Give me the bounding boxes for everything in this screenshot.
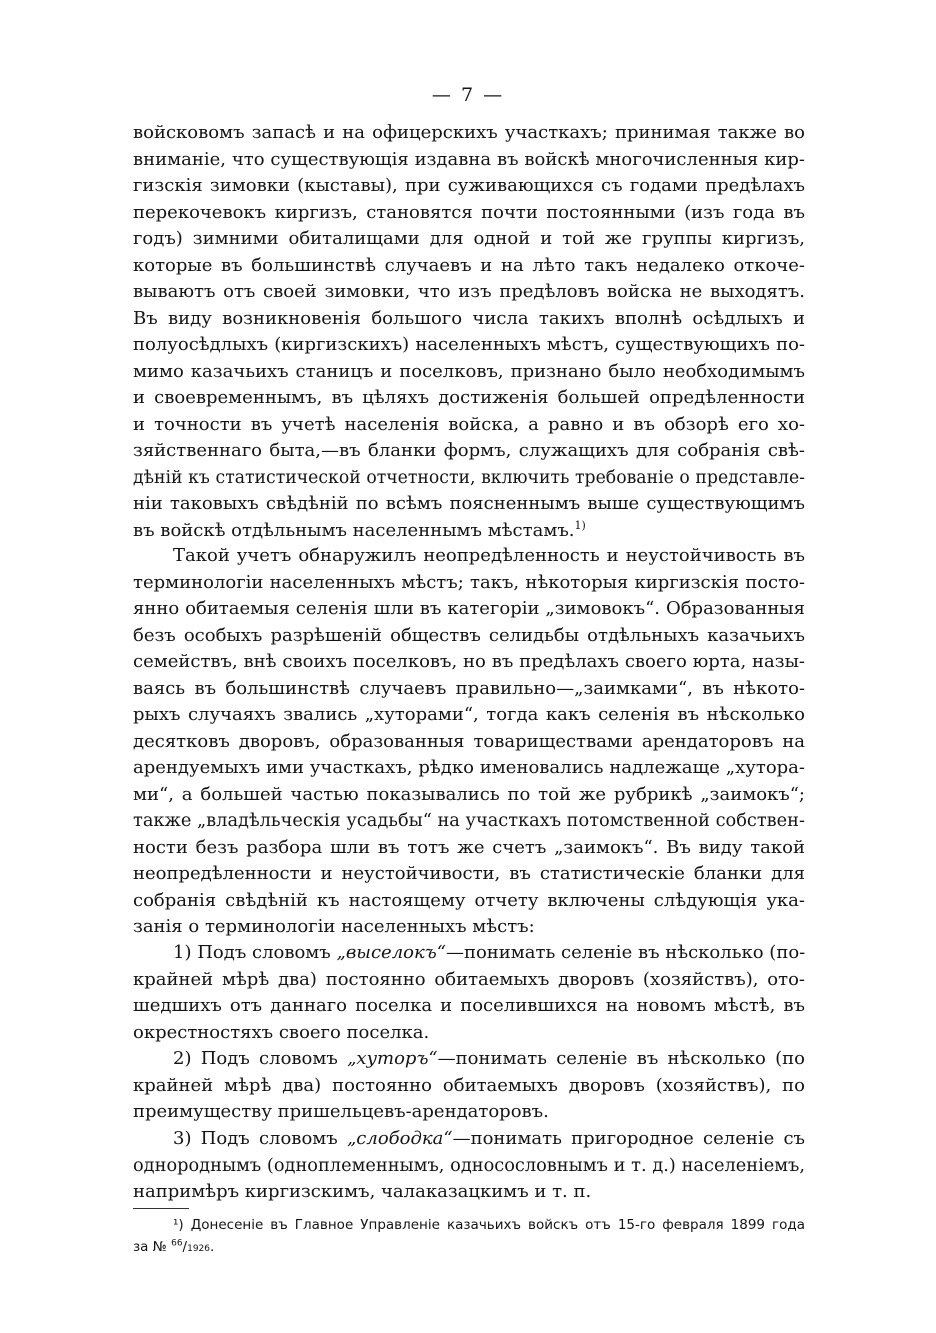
text-line: шедшихъ отъ даннаго поселка и поселившихся на новомъ мѣстѣ, въ bbox=[133, 995, 805, 1016]
text-line: Въ виду возникновенія большого числа такихъ вполнѣ осѣдлыхъ и bbox=[133, 307, 805, 329]
document-number-numerator: 66 bbox=[171, 1238, 183, 1249]
text-line: безъ особыхъ разрѣшеній обществъ селидьбы отдѣльныхъ казачьихъ bbox=[133, 624, 805, 646]
text-line: вываютъ отъ своей зимовки, что изъ предѣловъ войска не выходятъ. bbox=[133, 281, 805, 302]
definition-prefix: 1) Подъ словомъ bbox=[173, 942, 337, 963]
definition-term: „хуторъ“ bbox=[347, 1048, 438, 1069]
footnote-divider bbox=[133, 1208, 189, 1209]
text-line: преимуществу пришельцевъ-арендаторовъ. bbox=[133, 1101, 549, 1122]
text-line: янно обитаемыя селенія шли въ категоріи „зимовокъ“. Образованныя bbox=[133, 598, 805, 619]
text-line: годъ) зимними обиталищами для одной и той же группы киргизъ, bbox=[133, 228, 805, 249]
footnote bbox=[133, 1214, 805, 1258]
text-line: также „владѣльческія усадьбы“ на участкахъ потомственной собствен- bbox=[133, 811, 805, 831]
definition-first-line bbox=[133, 1126, 805, 1153]
text-line: крайней мѣрѣ два) постоянно обитаемыхъ дворовъ (хозяйствъ), по bbox=[133, 1074, 805, 1096]
paragraph-2 bbox=[133, 543, 805, 941]
footnote-marker: ¹) bbox=[173, 1217, 184, 1233]
text-line: дѣній къ статистической отчетности, включить требованіе о представле- bbox=[133, 467, 805, 488]
text-line-content: въ войскѣ отдѣльнымъ населеннымъ мѣстамъ. bbox=[133, 519, 575, 541]
text-line: десятковъ дворовъ, образованныя товариществами арендаторовъ на bbox=[133, 730, 805, 752]
footnote-text: Донесеніе въ Главное Управленіе казачьихъ войскъ отъ 15-го февраля 1899 года bbox=[190, 1217, 805, 1233]
definition-text: —понимать селеніе въ нѣсколько (по- bbox=[445, 942, 806, 963]
definition-prefix: 2) Подъ словомъ bbox=[173, 1048, 348, 1069]
text-line: полуосѣдлыхъ (киргизскихъ) населенныхъ мѣстъ, существующихъ по- bbox=[133, 334, 805, 355]
text-line: ности безъ разбора шли въ тотъ же счетъ „заимокъ“. Въ виду такой bbox=[133, 836, 805, 858]
text-line: семействъ, внѣ своихъ поселковъ, но въ предѣлахъ своего юрта, назы- bbox=[133, 651, 805, 672]
footnote-number-label: за № bbox=[133, 1239, 167, 1255]
definition-item-2 bbox=[133, 1046, 805, 1126]
text-line: терминологіи населенныхъ мѣстъ; такъ, нѣкоторыя киргизскія посто- bbox=[133, 571, 805, 593]
text-line: окрестностяхъ своего поселка. bbox=[133, 1021, 430, 1043]
text-line: занія о терминологіи населенныхъ мѣстъ: bbox=[133, 916, 535, 937]
page-number: — 7 — bbox=[431, 84, 505, 106]
definition-item-3 bbox=[133, 1126, 805, 1206]
text-line: которые въ большинствѣ случаевъ и на лѣто такъ недалеко откоче- bbox=[133, 254, 805, 276]
footnote-reference[interactable]: 1) bbox=[574, 518, 586, 532]
document-number-denominator: 1926 bbox=[187, 1244, 211, 1254]
text-line: ваясь въ большинствѣ случаевъ правильно—„заимками“, въ нѣкото- bbox=[133, 677, 805, 699]
text-line: напримѣръ киргизскимъ, чалаказацкимъ и т. п. bbox=[133, 1181, 592, 1202]
definition-term: „слободка“ bbox=[346, 1128, 453, 1149]
text-line: Такой учетъ обнаружилъ неопредѣленность и неустойчивость въ bbox=[173, 545, 805, 566]
text-line: арендуемыхъ ими участкахъ, рѣдко именовались надлежаще „хутора- bbox=[133, 757, 805, 778]
text-line: рыхъ случаяхъ звались „хуторами“, тогда какъ селенія въ нѣсколько bbox=[133, 704, 805, 725]
text-line: неопредѣленности и неустойчивости, въ статистическіе бланки для bbox=[133, 863, 805, 884]
definition-item-1 bbox=[133, 940, 805, 1046]
text-line: и своевременнымъ, въ цѣляхъ достиженія большей опредѣленности bbox=[133, 387, 805, 408]
definition-prefix: 3) Подъ словомъ bbox=[173, 1128, 347, 1149]
text-line: однороднымъ (одноплеменнымъ, односословнымъ и т. д.) населеніемъ, bbox=[133, 1155, 805, 1176]
footnote-line bbox=[133, 1236, 805, 1258]
text-line: крайней мѣрѣ два) постоянно обитаемыхъ дворовъ (хозяйствъ), ото- bbox=[133, 968, 805, 990]
text-line: гизскія зимовки (кыставы), при суживающихся съ годами предѣлахъ bbox=[133, 175, 805, 196]
text-line: ми“, а большей частью показывались по той же рубрикѣ „заимокъ“; bbox=[133, 783, 805, 805]
text-line: мимо казачьихъ станицъ и поселковъ, признано было необходимымъ bbox=[133, 360, 805, 382]
paragraph-1 bbox=[133, 120, 805, 544]
text-line-last bbox=[133, 518, 805, 545]
document-number: $^{66}$/1926 bbox=[171, 1238, 211, 1255]
text-line: вниманіе, что существующія издавна въ войскѣ многочисленныя кир- bbox=[133, 148, 805, 170]
definition-term: „выселокъ“ bbox=[336, 942, 446, 963]
definition-text: —понимать пригородное селеніе съ bbox=[452, 1128, 805, 1149]
text-line: и точности въ учетѣ населенія войска, а равно и въ обзорѣ его хо- bbox=[133, 413, 805, 435]
text-line: собранія свѣдѣній къ настоящему отчету включены слѣдующія ука- bbox=[133, 889, 805, 911]
footnote-line bbox=[133, 1214, 805, 1236]
definition-first-line bbox=[133, 940, 805, 967]
footnote-end: . bbox=[210, 1239, 215, 1255]
definition-text: —понимать селеніе въ нѣсколько (по bbox=[437, 1048, 805, 1069]
text-line: зяйственнаго быта,—въ бланки формъ, служащихъ для собранія свѣ- bbox=[133, 440, 805, 461]
definition-first-line bbox=[133, 1046, 805, 1073]
text-line: ніи таковыхъ свѣдѣній по всѣмъ поясненнымъ выше существующимъ bbox=[133, 493, 805, 514]
text-line: войсковомъ запасѣ и на офицерскихъ участкахъ; принимая также во bbox=[133, 122, 805, 143]
text-line: перекочевокъ киргизъ, становятся почти постоянными (изъ года въ bbox=[133, 201, 805, 223]
